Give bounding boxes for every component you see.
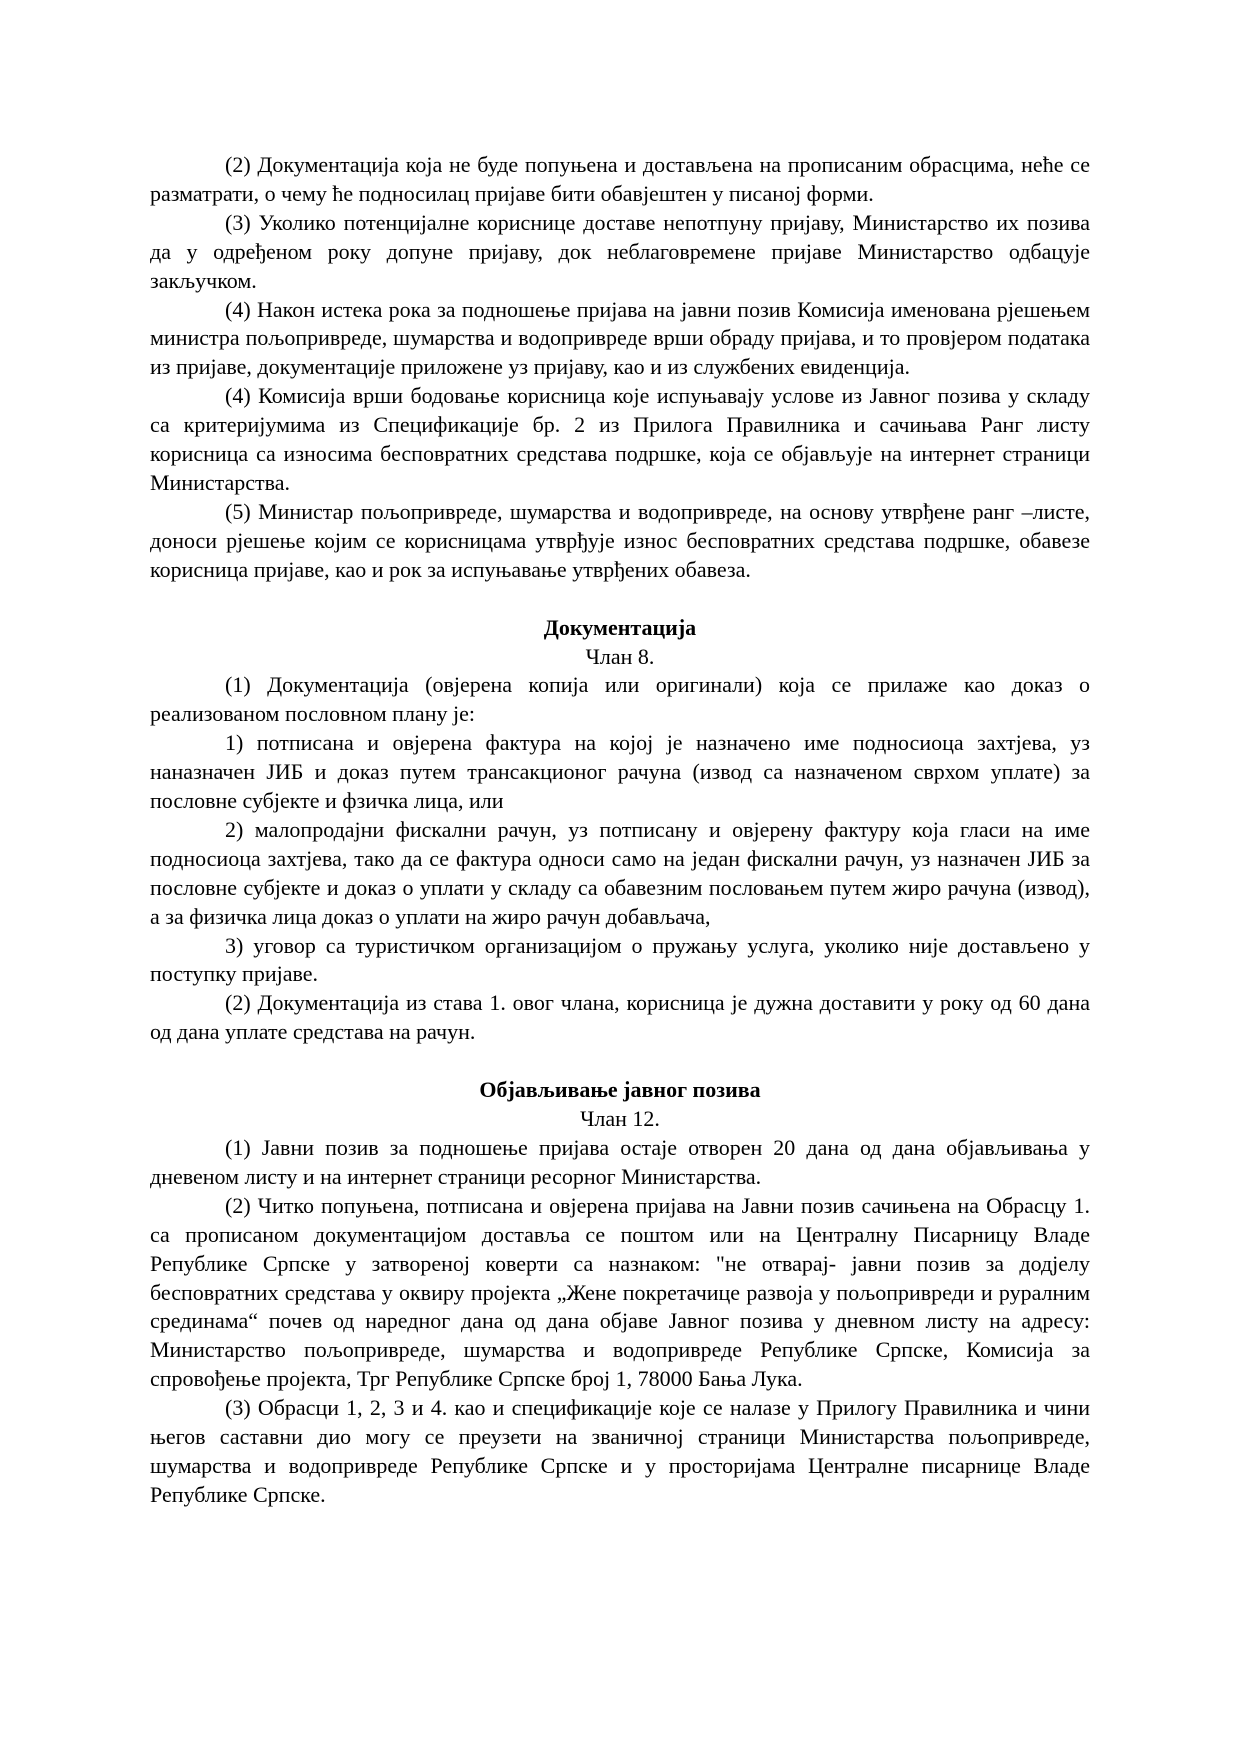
paragraph-1-3: (3) Уколико потенцијалне кориснице доставе непотпуну пријаву, Министарство их позива да у одређеном року допуне пријаву, док неблаговремене пријаве Министарство одбацује закључком. xyxy=(150,209,1090,293)
paragraph-1-5: (5) Министар пољопривреде, шумарства и водопривреде, на основу утврђене ранг –листе, доноси рјешење којим се корисницама утврђује износ бесповратних средстава подршке, обавезе корисница пријаве, као и рок за испуњавање утврђених обавеза. xyxy=(150,498,1090,582)
paragraph-8-1: (1) Документација (овјерена копија или оригинали) која се прилаже као доказ о реализованом пословном плану је: xyxy=(150,672,1090,727)
paragraph-1-4b: (4) Комисија врши бодовање корисница које испуњавају услове из Јавног позива у складу са критеријумима из Спецификације бр. 2 из Прилога Правилника и сачињава Ранг листу корисница са износима бесповратних средстава подршке, која се објављује на интернет страници Министарства. xyxy=(150,383,1090,495)
paragraph-1-2: (2) Документација која не буде попуњена и достављена на прописаним обрасцима, неће се разматрати, о чему ће подносилац пријаве бити обавјештен у писаној форми. xyxy=(150,152,1090,206)
article-number-12: Члан 12. xyxy=(580,1106,660,1132)
paragraph-8-2: (2) Документација из става 1. овог члана, корисница је дужна доставити у року од 60 дана од дана уплате средстава на рачун. xyxy=(150,990,1090,1045)
list-item-8-1-2: 2) малопродајни фискални рачун, уз потписану и овјерену фактуру која гласи на име подносиоца захтјева, тако да се фактура односи само на један фискални рачун, уз назначен ЈИБ за пословне субјекте и доказ о уплати у складу са обавезним пословањем путем жиро рачуна (извод), а за физичка лица доказ о уплати на жиро рачун добављача, xyxy=(150,816,1090,929)
paragraph-12-2: (2) Читко попуњена, потписана и овјерена пријава на Јавни позив сачињена на Обрасцу 1. са прописаном документацијом доставља се поштом или на Централну Писарницу Владе Републике Српске у затвореној коверти са назнаком: "не отварај- јавни позив за додјелу бесповратних средстава у оквиру пројекта „Жене покретачице развоја у пољопривреди и руралним срединама“ почев од наредног дана од дана објаве Јавног позива у дневном листу на адресу: Министарство пољопривреде, шумарства и водопривреде Републике Српске, Комисија за спровођење пројекта, Трг Републике Српске број 1, 78000 Бања Лука. xyxy=(150,1192,1090,1392)
section-heading-documentation: Документација xyxy=(543,614,697,640)
paragraph-12-3: (3) Обрасци 1, 2, 3 и 4. као и спецификације које се налазе у Прилогу Правилника и чини његов саставни дио могу се преузети на званичној страници Министарства пољопривреде, шумарства и водопривреде Републике Српске и у просторијама Централне писарнице Владе Републике Српске. xyxy=(150,1395,1090,1507)
section-spacer xyxy=(150,1047,1090,1076)
paragraph-1-4a: (4) Након истека рока за подношење пријава на јавни позив Комисија именована рјешењем министра пољопривреде, шумарства и водопривреде врши обраду пријава, и то провјером података из пријаве, документације приложене уз пријаву, као и из службених евиденција. xyxy=(150,296,1090,380)
article-number-8: Члан 8. xyxy=(585,643,655,669)
list-item-8-1-3: 3) уговор са туристичком организацијом о пружању услуга, уколико није достављено у поступку пријаве. xyxy=(150,932,1090,987)
section-spacer xyxy=(150,585,1090,614)
list-item-8-1-1: 1) потписана и овјерена фактура на којој је назначено име подносиоца захтјева, уз наназначен ЈИБ и доказ путем трансакционог рачуна (извод са назначеном сврхом уплате) за пословне субјекте и фзичка лица, или xyxy=(150,730,1090,814)
document-page xyxy=(150,151,1090,1510)
paragraph-12-1: (1) Јавни позив за подношење пријава остаје отворен 20 дана од дана објављивања у дневеном листу и на интернет страници ресорног Министарства. xyxy=(150,1135,1090,1189)
section-heading-public-call: Објављивање јавног позива xyxy=(479,1077,761,1103)
